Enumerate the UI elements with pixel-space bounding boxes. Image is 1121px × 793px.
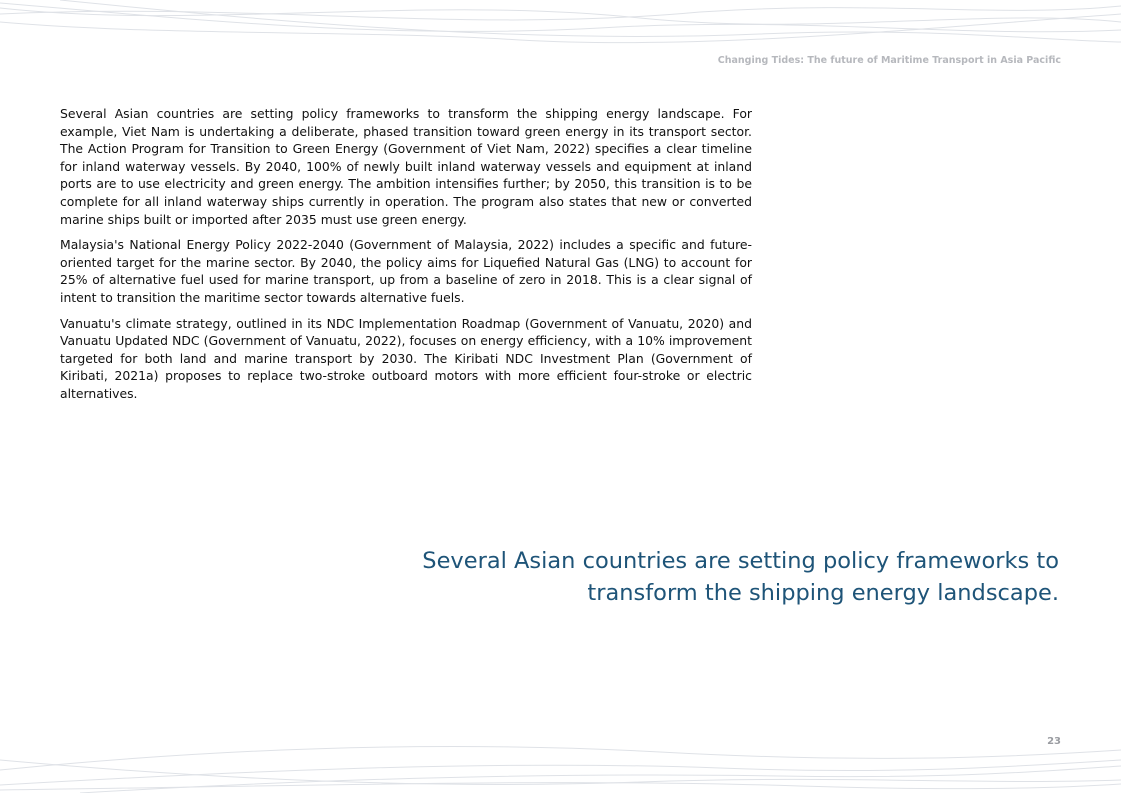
decorative-waves-top xyxy=(0,0,1121,60)
decorative-waves-bottom xyxy=(0,730,1121,793)
paragraph-viet-nam: Several Asian countries are setting policy frameworks to transform the shipping energy landscape. For example, Viet Nam is undertaking a deliberate, phased transition toward green energy in its transport sector. The Action Program for Transition to Green Energy (Government of Viet Nam, 2022) specifies a clear timeline for inland waterway vessels. By 2040, 100% of newly built inland waterway vessels and equipment at inland ports are to use electricity and green energy. The ambition intensifies further; by 2050, this transition is to be complete for all inland waterway ships currently in operation. The program also states that new or converted marine ships built or imported after 2035 must use green energy. xyxy=(60,106,752,227)
paragraph-malaysia: Malaysia's National Energy Policy 2022-2040 (Government of Malaysia, 2022) includes a specific and future-oriented target for the marine sector. By 2040, the policy aims for Liquefied Natural Gas (LNG) to account for 25% of alternative fuel used for marine transport, up from a baseline of zero in 2018. This is a clear signal of intent to transition the maritime sector towards alternative fuels. xyxy=(60,237,752,305)
paragraph-vanuatu-kiribati: Vanuatu's climate strategy, outlined in its NDC Implementation Roadmap (Government of Vanuatu, 2020) and Vanuatu Updated NDC (Government of Vanuatu, 2022), focuses on energy efficiency, with a 10% improvement targeted for both land and marine transport by 2030. The Kiribati NDC Investment Plan (Government of Kiribati, 2021a) proposes to replace two-stroke outboard motors with more efficient four-stroke or electric alternatives. xyxy=(60,315,752,401)
body-text xyxy=(60,105,752,411)
pull-quote: Several Asian countries are setting policy frameworks to transform the shipping energy landscape. xyxy=(422,548,1059,606)
running-header-title: Changing Tides: The future of Maritime Transport in Asia Pacific xyxy=(717,55,1061,66)
page-number: 23 xyxy=(1047,736,1061,747)
